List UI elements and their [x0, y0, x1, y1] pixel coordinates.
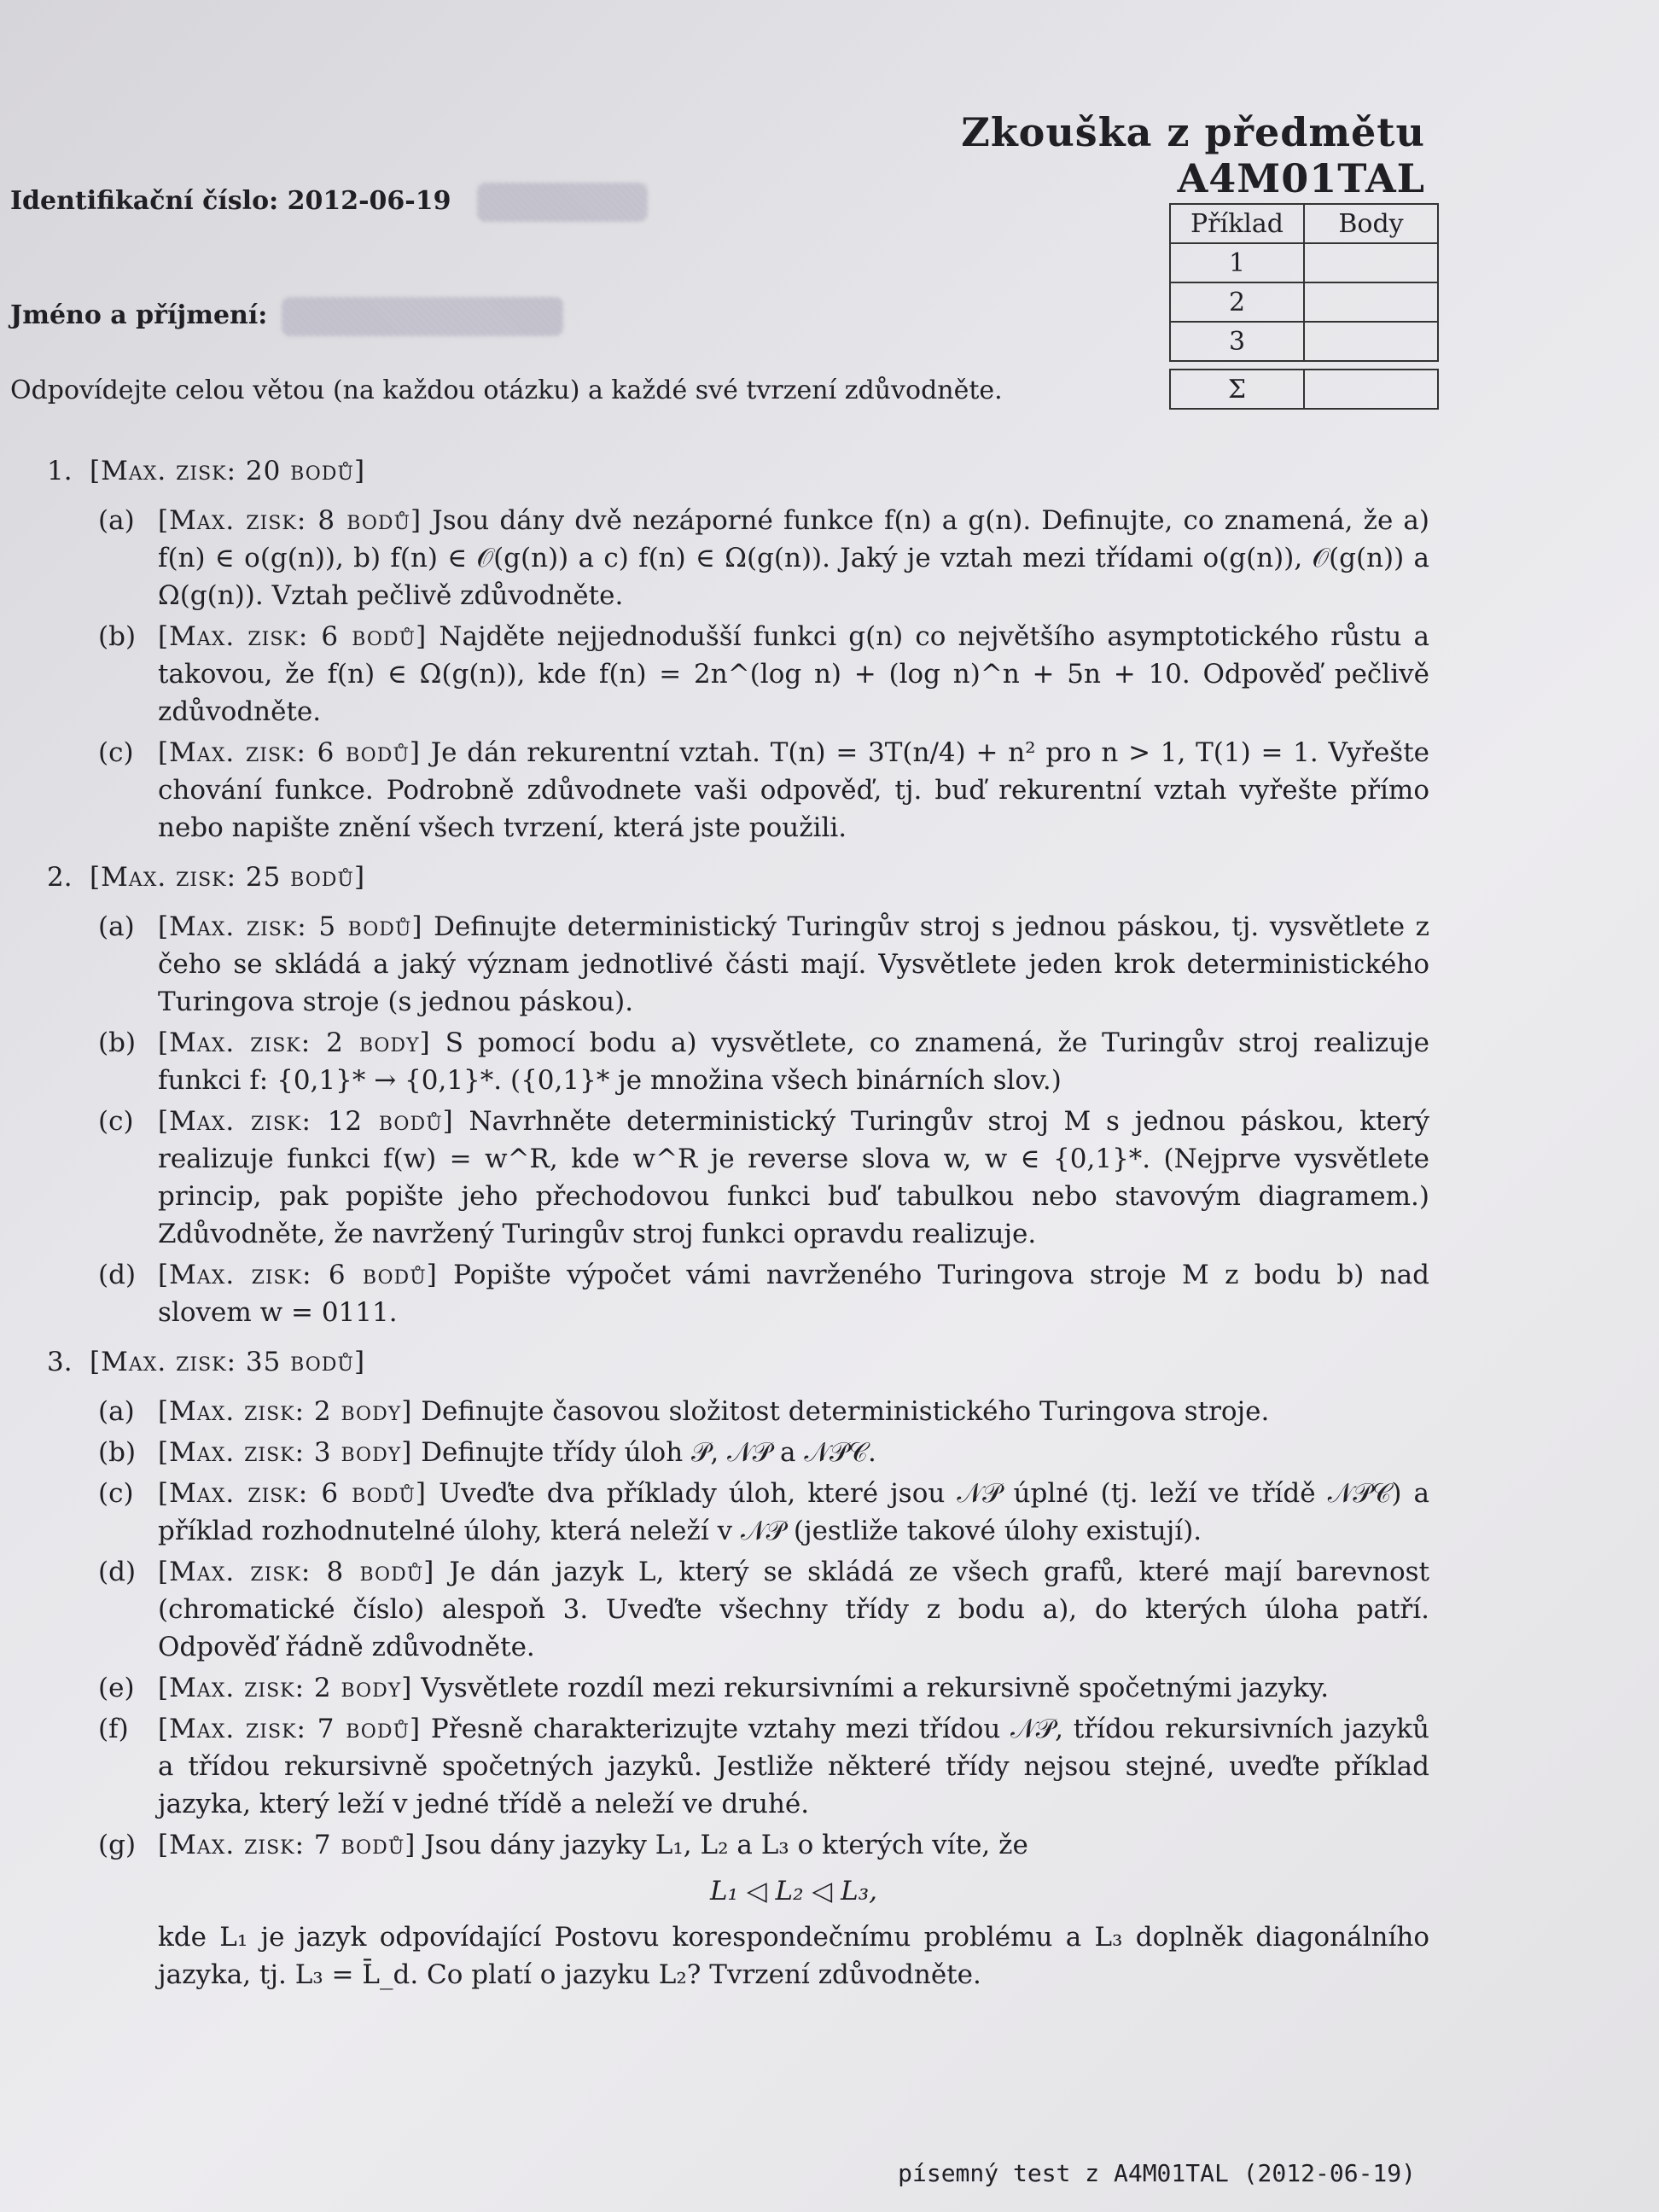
subquestion — [98, 1256, 1429, 1331]
id-label: Identifikační číslo: 2012-06-19 — [10, 186, 451, 216]
sub-text: Jsou dány jazyky L₁, L₂ a L₃ o kterých víte, že — [424, 1830, 1028, 1860]
sub-text: Definujte třídy úloh 𝒫, 𝒩𝒫 a 𝒩𝒫𝒞. — [421, 1437, 876, 1468]
sub-letter: (f) — [98, 1714, 129, 1744]
sub-max-points: [Max. zisk: 5 bodů] — [158, 911, 423, 942]
sub-text: Uveďte dva příklady úloh, které jsou 𝒩𝒫 úplné (tj. leží ve třídě 𝒩𝒫𝒞) a příklad rozhodnutelné úlohy, která neleží v 𝒩𝒫 (jestliže takové úlohy existují). — [158, 1478, 1430, 1546]
subquestion — [98, 1393, 1429, 1430]
sub-max-points: [Max. zisk: 6 bodů] — [158, 1478, 428, 1509]
instructions: Odpovídejte celou větou (na každou otázku) a každé své tvrzení zdůvodněte. — [10, 375, 1003, 405]
sub-letter: (c) — [98, 1478, 134, 1509]
sub-letter: (b) — [98, 621, 137, 652]
score-cell — [1304, 322, 1438, 361]
name-label: Jméno a příjmení: — [10, 300, 268, 330]
problems-list — [47, 452, 1429, 2005]
subquestions — [98, 1393, 1429, 1994]
score-cell — [1304, 282, 1438, 322]
sub-max-points: [Max. zisk: 3 body] — [158, 1437, 413, 1468]
problem-heading — [47, 1343, 1429, 1381]
sub-text: Definujte časovou složitost deterministického Turingova stroje. — [421, 1396, 1270, 1427]
sub-letter: (c) — [98, 1106, 134, 1137]
subquestion — [98, 1826, 1429, 1994]
sub-text: Přesně charakterizujte vztahy mezi třídou 𝒩𝒫, třídou rekursivních jazyků a třídou rekursivně spočetných jazyků. Jestliže některé třídy nejsou stejné, uveďte příklad jazyka, který leží v jedné třídě a neleží ve druhé. — [158, 1714, 1429, 1819]
sub-letter: (a) — [98, 911, 135, 942]
sub-letter: (a) — [98, 505, 135, 536]
formula: L₁ ◁ L₂ ◁ L₃, — [710, 1876, 877, 1906]
redacted-id — [477, 183, 648, 222]
sub-letter: (d) — [98, 1557, 137, 1587]
problem-number: 2. — [47, 862, 73, 893]
problem-max-points: [Max. zisk: 20 bodů] — [90, 456, 366, 486]
subquestions — [98, 502, 1429, 847]
problem-max-points: [Max. zisk: 25 bodů] — [90, 862, 366, 893]
problem-number: 3. — [47, 1347, 73, 1377]
score-row-label: 2 — [1170, 282, 1304, 322]
sub-max-points: [Max. zisk: 7 bodů] — [158, 1714, 422, 1744]
sub-max-points: [Max. zisk: 7 bodů] — [158, 1830, 416, 1860]
redacted-name — [282, 297, 563, 336]
sub-letter: (a) — [98, 1396, 135, 1427]
sub-text: Navrhněte deterministický Turingův stroj M s jednou páskou, který realizuje funkci f(w) = w^R, kde w^R je reverse slova w, w ∈ {0,1}*. (Nejprve vysvětlete princip, pak popište jeho přechodovou funkci buď tabulkou nebo stavovým diagramem.) Zdůvodněte, že navržený Turingův stroj funkci opravdu realizuje. — [158, 1106, 1429, 1249]
id-line — [10, 183, 648, 222]
problem-2 — [47, 859, 1429, 1331]
problem-3 — [47, 1343, 1429, 1994]
subquestion — [98, 1710, 1429, 1823]
sub-text: Definujte deterministický Turingův stroj s jednou páskou, tj. vysvětlete z čeho se skládá a jaký význam jednotlivé části mají. Vysvětlete jeden krok deterministického Turingova stroje (s jednou páskou). — [158, 911, 1430, 1017]
sub-max-points: [Max. zisk: 2 body] — [158, 1027, 431, 1058]
sub-text-continued: kde L₁ je jazyk odpovídající Postovu korespondečnímu problému a L₃ doplněk diagonálního jazyka, tj. L₃ = L̄_d. Co platí o jazyku L₂? Tvrzení zdůvodněte. — [158, 1922, 1429, 1990]
problem-heading — [47, 859, 1429, 896]
score-sum-cell — [1304, 370, 1438, 409]
sub-text: Je dán jazyk L, který se skládá ze všech grafů, které mají barevnost (chromatické číslo) alespoň 3. Uveďte všechny třídy z bodu a), do kterých úloha patří. Odpověď řádně zdůvodněte. — [158, 1557, 1429, 1662]
sub-letter: (g) — [98, 1830, 137, 1860]
score-row-label: 1 — [1170, 243, 1304, 282]
subquestion — [98, 734, 1429, 847]
name-line — [10, 297, 563, 336]
footer: písemný test z A4M01TAL (2012-06-19) — [898, 2159, 1416, 2187]
score-sum-label: Σ — [1170, 370, 1304, 409]
sub-text: S pomocí bodu a) vysvětlete, co znamená, že Turingův stroj realizuje funkci f: {0,1}* → {0,1}*. ({0,1}* je množina všech binárních slov.) — [158, 1027, 1429, 1096]
sub-max-points: [Max. zisk: 6 bodů] — [158, 737, 421, 768]
subquestion — [98, 1024, 1429, 1099]
exam-title: Zkouška z předmětu A4M01TAL — [961, 109, 1425, 201]
subquestion — [98, 618, 1429, 731]
subquestion — [98, 1475, 1429, 1550]
problem-number: 1. — [47, 456, 73, 486]
sub-max-points: [Max. zisk: 2 body] — [158, 1673, 413, 1703]
sub-letter: (d) — [98, 1260, 137, 1290]
subquestions — [98, 908, 1429, 1331]
sub-text: Popište výpočet vámi navrženého Turingova stroje M z bodu b) nad slovem w = 0111. — [158, 1260, 1429, 1328]
score-table-header-problem: Příklad — [1170, 204, 1304, 243]
sub-letter: (c) — [98, 737, 134, 768]
subquestion — [98, 1669, 1429, 1707]
sub-text: Je dán rekurentní vztah. T(n) = 3T(n/4) + n² pro n > 1, T(1) = 1. Vyřešte chování funkce. Podrobně zdůvodnete vaši odpověď, tj. buď rekurentní vztah vyřešte přímo nebo napište znění všech tvrzení, která jste použili. — [158, 737, 1430, 843]
sub-max-points: [Max. zisk: 6 bodů] — [158, 1260, 438, 1290]
subquestion — [98, 908, 1429, 1021]
score-row-label: 3 — [1170, 322, 1304, 361]
sub-letter: (b) — [98, 1027, 137, 1058]
sub-max-points: [Max. zisk: 6 bodů] — [158, 621, 428, 652]
sub-text: Vysvětlete rozdíl mezi rekursivními a rekursivně spočetnými jazyky. — [421, 1673, 1330, 1703]
sub-letter: (b) — [98, 1437, 137, 1468]
sub-max-points: [Max. zisk: 8 bodů] — [158, 505, 422, 536]
sub-max-points: [Max. zisk: 2 body] — [158, 1396, 413, 1427]
subquestion — [98, 502, 1429, 614]
sub-text: Najděte nejjednodušší funkci g(n) co největšího asymptotického růstu a takovou, že f(n) ∈ Ω(g(n)), kde f(n) = 2n^(log n) + (log n)^n + 5n + 10. Odpověď pečlivě zdůvodněte. — [158, 621, 1429, 727]
sub-text: Jsou dány dvě nezáporné funkce f(n) a g(n). Definujte, co znamená, že a) f(n) ∈ o(g(n)), b) f(n) ∈ 𝒪(g(n)) a c) f(n) ∈ Ω(g(n)). Jaký je vztah mezi třídami o(g(n)), 𝒪(g(n)) a Ω(g(n)). Vztah pečlivě zdůvodněte. — [158, 505, 1429, 611]
sub-max-points: [Max. zisk: 12 bodů] — [158, 1106, 454, 1137]
score-table — [1169, 203, 1439, 410]
problem-1 — [47, 452, 1429, 847]
sub-letter: (e) — [98, 1673, 135, 1703]
problem-max-points: [Max. zisk: 35 bodů] — [90, 1347, 366, 1377]
score-table-header-points: Body — [1304, 204, 1438, 243]
subquestion — [98, 1553, 1429, 1666]
sub-max-points: [Max. zisk: 8 bodů] — [158, 1557, 435, 1587]
subquestion — [98, 1103, 1429, 1253]
subquestion — [98, 1434, 1429, 1471]
score-cell — [1304, 243, 1438, 282]
problem-heading — [47, 452, 1429, 490]
